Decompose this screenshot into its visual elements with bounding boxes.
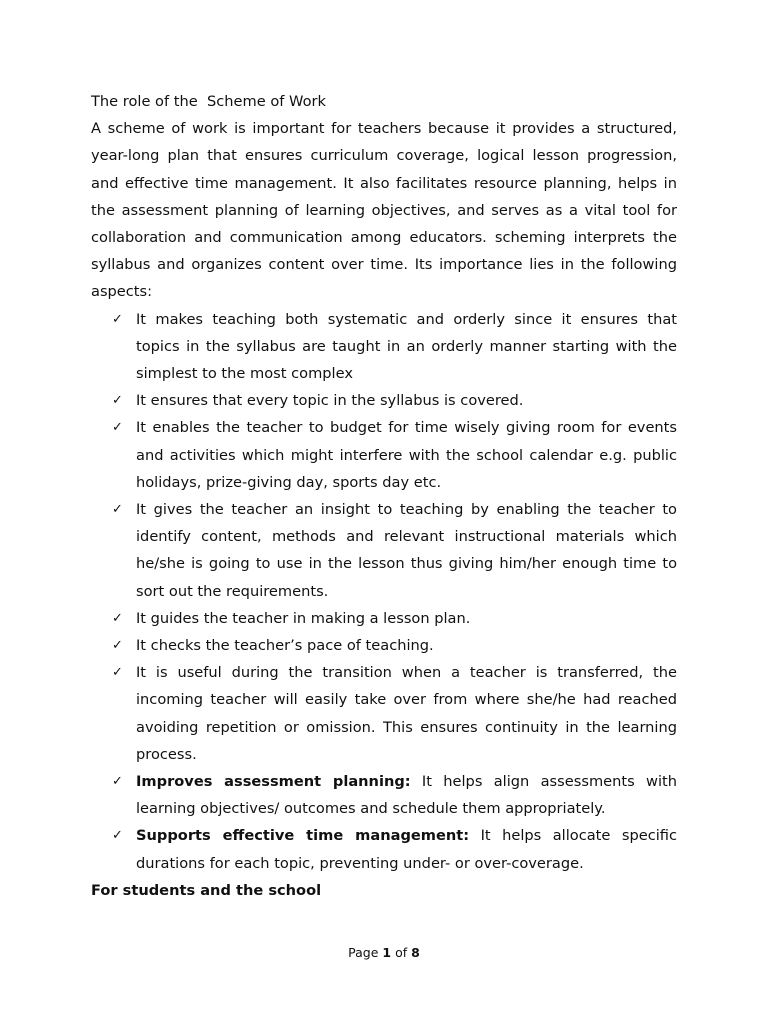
- check-mark-icon: ✓: [112, 502, 123, 518]
- bullet-text: It makes teaching both systematic and orderly since it ensures that topics in the syllabus are taught in an orderly manner starting with the simplest to the most complex: [136, 310, 677, 383]
- page-footer: [0, 943, 768, 963]
- list-item: [112, 822, 677, 876]
- section-heading: For students and the school: [91, 881, 322, 899]
- list-item: [112, 387, 677, 414]
- check-mark-icon: ✓: [112, 665, 123, 681]
- intro-paragraph: A scheme of work is important for teachers because it provides a structured, year-long plan that ensures curriculum coverage, logical lesson progression, and effective time management. It also facilitates resource planning, helps in the assessment planning of learning objectives, and serves as a vital tool for collaboration and communication among educators. scheming interprets the syllabus and organizes content over time. Its importance lies in the following aspects:: [91, 120, 677, 301]
- bullet-text: It enables the teacher to budget for time wisely giving room for events and activities which might interfere with the school calendar e.g. public holidays, prize-giving day, sports day etc.: [136, 419, 677, 491]
- check-mark-icon: ✓: [112, 311, 123, 327]
- bullet-text: It ensures that every topic in the syllabus is covered.: [136, 392, 524, 410]
- page-label: Page: [348, 945, 379, 960]
- bullet-text: It guides the teacher in making a lesson plan.: [136, 609, 471, 627]
- bullet-lead: Improves assessment planning:: [136, 773, 411, 791]
- check-mark-icon: ✓: [112, 774, 123, 790]
- list-item: [112, 306, 677, 388]
- check-mark-icon: ✓: [112, 610, 123, 626]
- list-item: [112, 659, 677, 768]
- list-item: [112, 632, 677, 659]
- bullet-text: It helps allocate specific durations for each topic, preventing under- or over-coverage.: [136, 827, 677, 872]
- list-item: [112, 414, 677, 496]
- of-label: of: [395, 945, 408, 960]
- bullet-text: It checks the teacher’s pace of teaching.: [136, 637, 434, 655]
- check-mark-icon: ✓: [112, 638, 123, 654]
- bullet-list: [91, 306, 677, 877]
- list-item: [112, 605, 677, 632]
- total-pages-number: 8: [411, 945, 420, 960]
- list-item: [112, 768, 677, 822]
- check-mark-icon: ✓: [112, 828, 123, 844]
- list-item: [112, 496, 677, 605]
- check-mark-icon: ✓: [112, 393, 123, 409]
- current-page-number: 1: [382, 945, 392, 960]
- bullet-text: It gives the teacher an insight to teaching by enabling the teacher to identify content, methods and relevant instructional materials which he/she is going to use in the lesson thus giving him/her enough time to sort out the requirements.: [136, 501, 677, 600]
- bullet-text: It is useful during the transition when a teacher is transferred, the incoming teacher will easily take over from where she/he had reached avoiding repetition or omission. This ensures continuity in the learning process.: [136, 664, 677, 763]
- document-title: The role of the Scheme of Work: [91, 93, 327, 110]
- check-mark-icon: ✓: [112, 420, 123, 436]
- document-body: [91, 88, 677, 904]
- bullet-lead: Supports effective time management:: [136, 827, 470, 845]
- bullet-text: It helps align assessments with learning objectives/ outcomes and schedule them appropriately.: [136, 773, 677, 818]
